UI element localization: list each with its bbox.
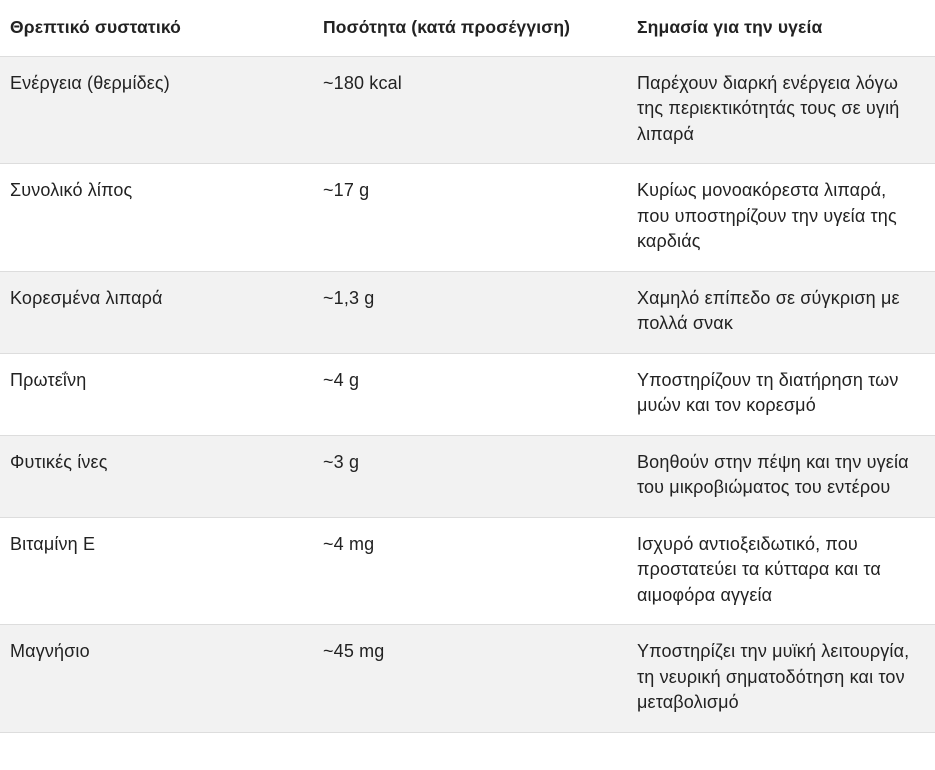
cell-importance: Χαμηλό επίπεδο σε σύγκριση με πολλά σνακ xyxy=(627,271,935,353)
header-nutrient: Θρεπτικό συστατικό xyxy=(0,0,313,56)
table-row xyxy=(0,353,935,435)
cell-importance: Παρέχουν διαρκή ενέργεια λόγω της περιεκτικότητάς τους σε υγιή λιπαρά xyxy=(627,56,935,164)
cell-amount: ~17 g xyxy=(313,164,627,272)
cell-importance: Υποστηρίζει την μυϊκή λειτουργία, τη νευρική σηματοδότηση και τον μεταβολισμό xyxy=(627,625,935,733)
cell-amount: ~180 kcal xyxy=(313,56,627,164)
cell-amount: ~45 mg xyxy=(313,625,627,733)
cell-importance: Βοηθούν στην πέψη και την υγεία του μικροβιώματος του εντέρου xyxy=(627,435,935,517)
table-row xyxy=(0,625,935,733)
cell-nutrient: Κορεσμένα λιπαρά xyxy=(0,271,313,353)
cell-amount: ~1,3 g xyxy=(313,271,627,353)
table-row xyxy=(0,56,935,164)
cell-amount: ~4 mg xyxy=(313,517,627,625)
cell-nutrient: Μαγνήσιο xyxy=(0,625,313,733)
cell-nutrient: Ενέργεια (θερμίδες) xyxy=(0,56,313,164)
cell-nutrient: Συνολικό λίπος xyxy=(0,164,313,272)
header-importance: Σημασία για την υγεία xyxy=(627,0,935,56)
table-header-row xyxy=(0,0,935,56)
cell-amount: ~4 g xyxy=(313,353,627,435)
table-row xyxy=(0,517,935,625)
cell-nutrient: Πρωτεΐνη xyxy=(0,353,313,435)
table-row xyxy=(0,435,935,517)
cell-amount: ~3 g xyxy=(313,435,627,517)
cell-nutrient: Φυτικές ίνες xyxy=(0,435,313,517)
cell-importance: Υποστηρίζουν τη διατήρηση των μυών και τον κορεσμό xyxy=(627,353,935,435)
cell-importance: Ισχυρό αντιοξειδωτικό, που προστατεύει τα κύτταρα και τα αιμοφόρα αγγεία xyxy=(627,517,935,625)
table-row xyxy=(0,164,935,272)
cell-nutrient: Βιταμίνη Ε xyxy=(0,517,313,625)
table-row xyxy=(0,271,935,353)
cell-importance: Κυρίως μονοακόρεστα λιπαρά, που υποστηρίζουν την υγεία της καρδιάς xyxy=(627,164,935,272)
header-amount: Ποσότητα (κατά προσέγγιση) xyxy=(313,0,627,56)
